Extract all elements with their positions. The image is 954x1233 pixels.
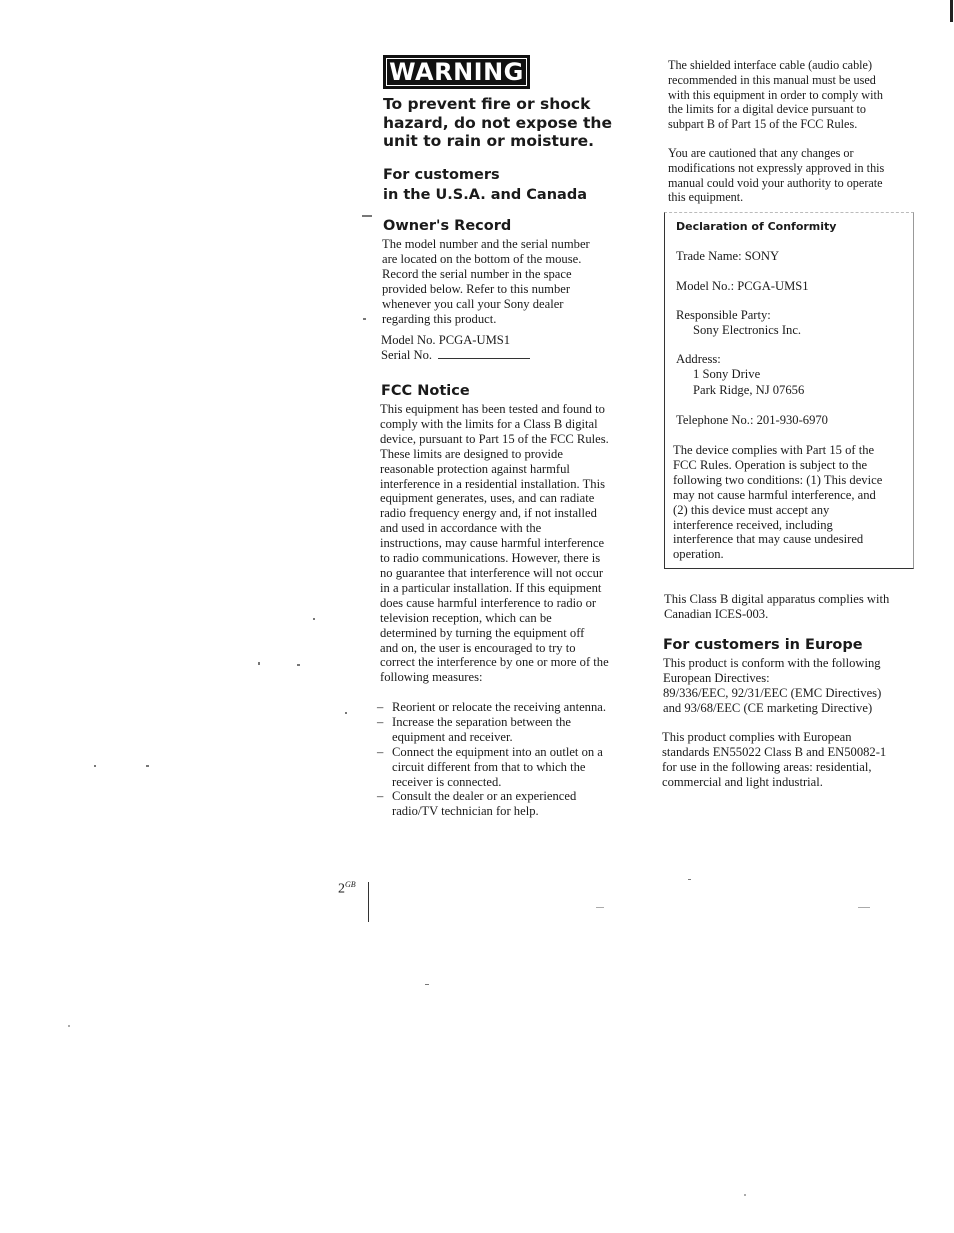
- telephone-number: Telephone No.: 201-930-6970: [676, 413, 828, 427]
- owners-record-heading: Owner's Record: [383, 218, 512, 234]
- serial-number-blank: [438, 348, 530, 359]
- scan-speck: [258, 662, 260, 665]
- page-number: [338, 877, 356, 898]
- list-item: – Increase the separation between the equipment and receiver.: [377, 715, 642, 745]
- fcc-measures-list: [377, 700, 642, 819]
- fcc-notice-heading: FCC Notice: [381, 383, 470, 399]
- responsible-party-label: Responsible Party:: [676, 308, 771, 322]
- scan-speck: [363, 318, 366, 320]
- scan-speck: [744, 1194, 746, 1196]
- europe-standards-text: This product complies with European standards EN55022 Class B and EN50082-1 for use in the following areas: residential, commercial and light industrial.: [662, 730, 887, 789]
- scan-speck: [362, 215, 372, 217]
- address-line-1: 1 Sony Drive: [693, 367, 761, 381]
- list-item: – Connect the equipment into an outlet on a circuit different from that to which the receiver is connected.: [377, 745, 642, 790]
- scan-speck: [425, 984, 429, 985]
- scan-speck: [68, 1025, 70, 1027]
- canada-class-b-text: This Class B digital apparatus complies with Canadian ICES-003.: [664, 592, 890, 621]
- responsible-party-value: Sony Electronics Inc.: [693, 323, 802, 337]
- scan-speck: [313, 618, 315, 620]
- scan-speck: [94, 765, 96, 767]
- warning-statement: To prevent fire or shock hazard, do not expose the unit to rain or moisture.: [383, 95, 612, 150]
- scan-edge-mark: [950, 0, 953, 22]
- scan-speck: [858, 907, 870, 908]
- owners-record-body: The model number and the serial number are located on the bottom of the mouse. Record the serial number in the space provided below. Refer to this number whenever you call your Sony dealer regarding this product.: [382, 237, 590, 326]
- list-item: – Consult the dealer or an experienced radio/TV technician for help.: [377, 789, 642, 819]
- shielded-cable-text: The shielded interface cable (audio cable) recommended in this manual must be used with this equipment in order to comply with the limits for a digital device pursuant to subpart B of Part 15 of the FCC Rules.: [668, 58, 883, 132]
- address-line-2: Park Ridge, NJ 07656: [693, 383, 805, 397]
- declaration-compliance-text: The device complies with Part 15 of the FCC Rules. Operation is subject to the following two conditions: (1) This device may not cause harmful interference, and (2) this device must accept any interference received, including interference that may cause undesired operation.: [673, 443, 883, 562]
- declaration-model-no: Model No.: PCGA-UMS1: [676, 279, 809, 293]
- trade-name: Trade Name: SONY: [676, 249, 780, 263]
- usa-canada-heading: For customers in the U.S.A. and Canada: [383, 167, 587, 203]
- page-number-suffix: GB: [345, 880, 356, 889]
- scan-speck: [688, 879, 691, 880]
- europe-heading: For customers in Europe: [663, 637, 863, 653]
- page-number-value: 2: [338, 881, 345, 897]
- scan-speck: [146, 765, 149, 767]
- scan-speck: [297, 664, 300, 666]
- model-number-line: Model No. PCGA-UMS1: [381, 333, 511, 347]
- declaration-title: Declaration of Conformity: [676, 220, 837, 233]
- scan-speck: [345, 712, 347, 714]
- scan-speck: [596, 907, 604, 908]
- page-divider: [368, 882, 369, 922]
- list-item: – Reorient or relocate the receiving antenna.: [377, 700, 642, 715]
- warning-badge: WARNING: [383, 55, 530, 89]
- caution-text: You are cautioned that any changes or modifications not expressly approved in this manual could void your authority to operate this equipment.: [668, 146, 885, 205]
- serial-number-line: [381, 348, 641, 363]
- serial-number-label: Serial No.: [381, 348, 433, 362]
- address-label: Address:: [676, 352, 721, 366]
- fcc-notice-body: This equipment has been tested and found to comply with the limits for a Class B digital device, pursuant to Part 15 of the FCC Rules. These limits are designed to provide reasonable protection against harmful interference in a residential installation. This equipment generates, uses, and can radiate radio frequency energy and, if not installed and used in accordance with the instructions, may cause harmful interference to radio communications. However, there is no guarantee that interference will not occur in a particular installation. If this equipment does cause harmful interference to radio or television reception, which can be determined by turning the equipment off and on, the user is encouraged to try to correct the interference by one or more of the following measures:: [380, 402, 609, 685]
- europe-directives-text: This product is conform with the following European Directives: 89/336/EEC, 92/31/EEC (EMC Directives) and 93/68/EEC (CE marketing Directive): [663, 656, 882, 715]
